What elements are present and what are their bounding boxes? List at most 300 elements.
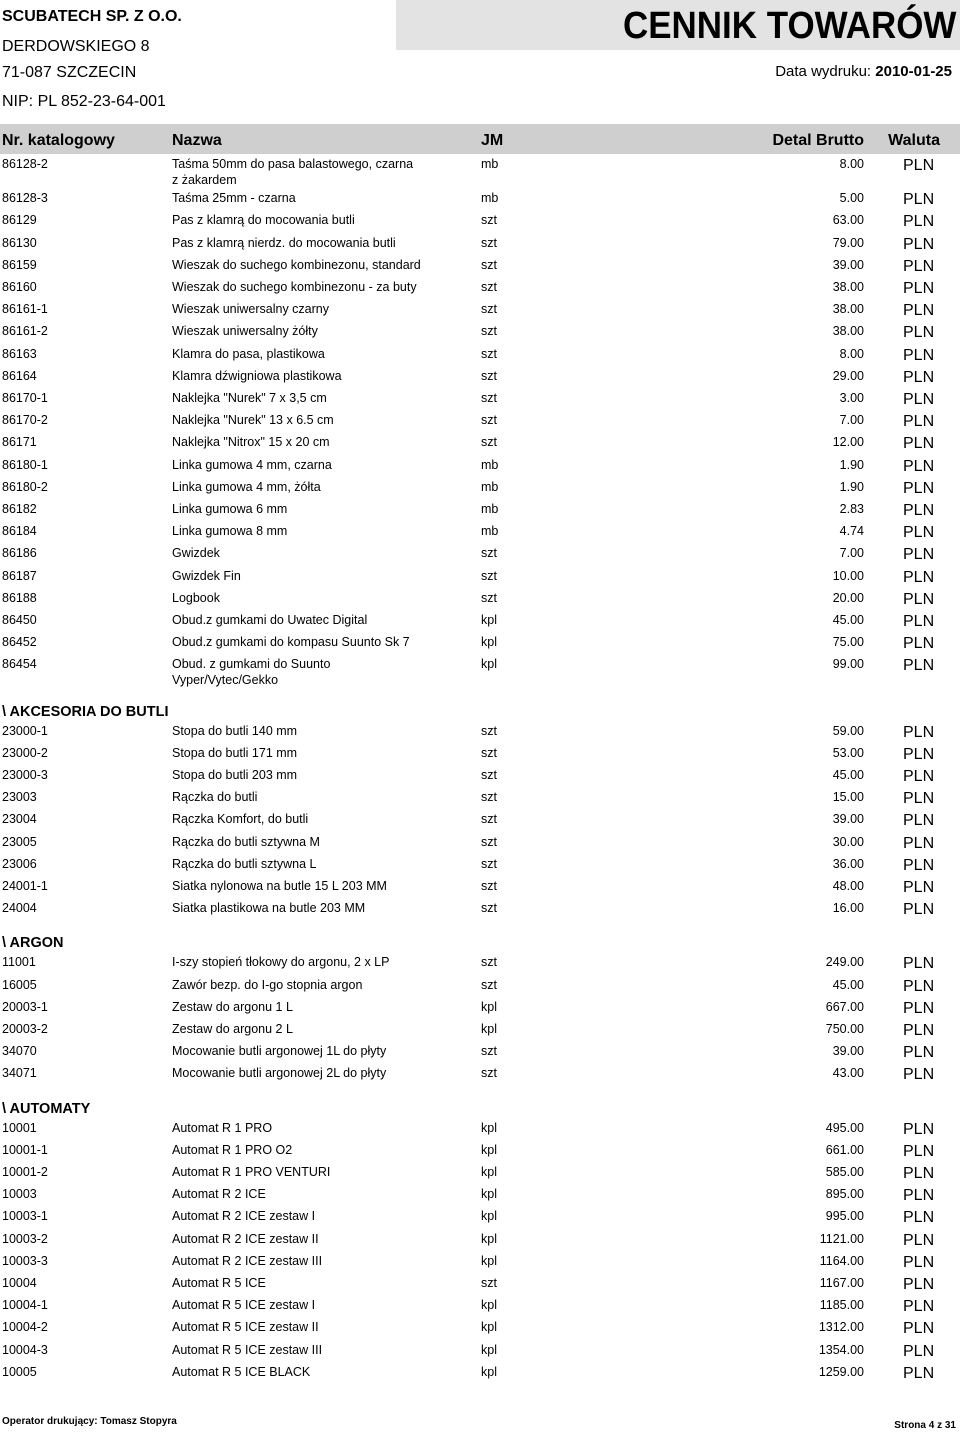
item-code: 86164 (2, 369, 37, 383)
item-name: Linka gumowa 4 mm, czarna (172, 458, 332, 472)
item-code: 86170-1 (2, 391, 48, 405)
item-currency: PLN (903, 790, 935, 807)
item-code: 10004 (2, 1276, 37, 1290)
item-code: 23003 (2, 790, 37, 804)
item-price: 29.00 (832, 369, 864, 383)
item-name: Naklejka "Nitrox" 15 x 20 cm (172, 435, 330, 449)
item-name: Automat R 2 ICE (172, 1187, 266, 1201)
table-row (0, 502, 960, 526)
item-unit: szt (481, 746, 497, 760)
item-code: 86180-1 (2, 458, 48, 472)
table-row (0, 524, 960, 548)
table-row (0, 724, 960, 748)
item-code: 20003-1 (2, 1000, 48, 1014)
table-row (0, 1000, 960, 1024)
item-unit: kpl (481, 1022, 497, 1036)
table-row (0, 435, 960, 459)
item-price: 895.00 (825, 1187, 864, 1201)
section-heading: \ AKCESORIA DO BUTLI (2, 704, 169, 720)
item-name: Automat R 5 ICE zestaw II (172, 1320, 319, 1334)
item-unit: mb (481, 157, 499, 171)
item-price: 45.00 (832, 613, 864, 627)
column-header-unit: JM (481, 132, 504, 149)
item-name: Zestaw do argonu 1 L (172, 1000, 293, 1014)
item-price: 48.00 (832, 879, 864, 893)
item-code: 34071 (2, 1066, 37, 1080)
item-price: 39.00 (832, 812, 864, 826)
item-currency: PLN (903, 879, 935, 896)
item-price: 43.00 (832, 1066, 864, 1080)
item-price: 39.00 (832, 1044, 864, 1058)
item-price: 750.00 (825, 1022, 864, 1036)
item-currency: PLN (903, 1000, 935, 1017)
item-code: 10003-1 (2, 1209, 48, 1223)
table-row (0, 657, 960, 687)
item-name: Stopa do butli 203 mm (172, 768, 298, 782)
item-unit: szt (481, 901, 497, 915)
item-price: 4.74 (839, 524, 864, 538)
item-price: 39.00 (832, 258, 864, 272)
item-name: Pas z klamrą do mocowania butli (172, 213, 355, 227)
table-row (0, 835, 960, 859)
item-currency: PLN (903, 1022, 935, 1039)
table-row (0, 569, 960, 593)
item-unit: szt (481, 1044, 497, 1058)
item-currency: PLN (903, 1066, 935, 1083)
table-row (0, 1165, 960, 1189)
item-currency: PLN (903, 480, 935, 497)
column-header-name: Nazwa (172, 132, 222, 149)
table-row (0, 302, 960, 326)
item-code: 86188 (2, 591, 37, 605)
item-name-continued: Vyper/Vytec/Gekko (172, 673, 279, 687)
table-row (0, 635, 960, 659)
item-currency: PLN (903, 1343, 935, 1360)
item-currency: PLN (903, 546, 935, 563)
item-price: 10.00 (832, 569, 864, 583)
table-row (0, 347, 960, 371)
item-currency: PLN (903, 1121, 935, 1138)
item-price: 661.00 (825, 1143, 864, 1157)
item-currency: PLN (903, 835, 935, 852)
item-name: Automat R 5 ICE BLACK (172, 1365, 311, 1379)
item-name: Siatka plastikowa na butle 203 MM (172, 901, 366, 915)
item-currency: PLN (903, 258, 935, 275)
item-currency: PLN (903, 1209, 935, 1226)
item-unit: szt (481, 724, 497, 738)
table-row (0, 1320, 960, 1344)
item-price: 1259.00 (818, 1365, 864, 1379)
item-price: 20.00 (832, 591, 864, 605)
item-name: Mocowanie butli argonowej 2L do płyty (172, 1066, 387, 1080)
table-row (0, 413, 960, 437)
item-code: 86163 (2, 347, 37, 361)
print-date-label: Data wydruku: (775, 63, 872, 80)
item-price: 2.83 (839, 502, 864, 516)
table-row (0, 1276, 960, 1300)
item-unit: mb (481, 458, 499, 472)
item-price: 36.00 (832, 857, 864, 871)
item-code: 86130 (2, 236, 37, 250)
item-unit: szt (481, 569, 497, 583)
item-unit: mb (481, 480, 499, 494)
item-currency: PLN (903, 1320, 935, 1337)
item-unit: szt (481, 591, 497, 605)
item-code: 86170-2 (2, 413, 48, 427)
item-currency: PLN (903, 812, 935, 829)
table-row (0, 480, 960, 504)
item-code: 86160 (2, 280, 37, 294)
item-price: 59.00 (832, 724, 864, 738)
item-name: Gwizdek (172, 546, 220, 560)
item-unit: szt (481, 790, 497, 804)
item-unit: szt (481, 435, 497, 449)
item-unit: kpl (481, 1121, 497, 1135)
item-currency: PLN (903, 978, 935, 995)
item-name: Zawór bezp. do I-go stopnia argon (172, 978, 363, 992)
item-name: Siatka nylonowa na butle 15 L 203 MM (172, 879, 387, 893)
print-date-value: 2010-01-25 (875, 63, 952, 80)
item-name: Wieszak uniwersalny czarny (172, 302, 329, 316)
item-code: 86452 (2, 635, 37, 649)
item-unit: mb (481, 191, 499, 205)
item-name: Naklejka "Nurek" 7 x 3,5 cm (172, 391, 327, 405)
item-name: Linka gumowa 4 mm, żółta (172, 480, 321, 494)
item-currency: PLN (903, 391, 935, 408)
item-name: Rączka do butli (172, 790, 258, 804)
item-name-continued: z żakardem (172, 173, 237, 187)
table-row (0, 391, 960, 415)
table-row (0, 157, 960, 187)
item-unit: szt (481, 978, 497, 992)
item-unit: szt (481, 413, 497, 427)
item-name: Obud. z gumkami do Suunto (172, 657, 331, 671)
item-unit: szt (481, 955, 497, 969)
item-unit: szt (481, 302, 497, 316)
item-name: Automat R 5 ICE (172, 1276, 266, 1290)
table-row (0, 369, 960, 393)
table-row (0, 591, 960, 615)
item-price: 79.00 (832, 236, 864, 250)
item-unit: szt (481, 258, 497, 272)
table-row (0, 1044, 960, 1068)
item-name: Zestaw do argonu 2 L (172, 1022, 293, 1036)
item-code: 86171 (2, 435, 37, 449)
item-code: 86128-2 (2, 157, 48, 171)
item-unit: kpl (481, 1165, 497, 1179)
table-row (0, 978, 960, 1002)
item-price: 8.00 (839, 157, 864, 171)
item-code: 10003 (2, 1187, 37, 1201)
item-name: I-szy stopień tłokowy do argonu, 2 x LP (172, 955, 390, 969)
table-row (0, 280, 960, 304)
company-city: 71-087 SZCZECIN (2, 64, 137, 81)
item-price: 99.00 (832, 657, 864, 671)
item-currency: PLN (903, 280, 935, 297)
item-code: 86454 (2, 657, 37, 671)
item-code: 86182 (2, 502, 37, 516)
item-unit: szt (481, 324, 497, 338)
item-code: 23000-1 (2, 724, 48, 738)
table-row (0, 1232, 960, 1256)
item-name: Obud.z gumkami do Uwatec Digital (172, 613, 368, 627)
item-code: 86187 (2, 569, 37, 583)
item-unit: szt (481, 879, 497, 893)
item-price: 8.00 (839, 347, 864, 361)
company-street: DERDOWSKIEGO 8 (2, 38, 150, 55)
item-unit: mb (481, 524, 499, 538)
item-unit: szt (481, 1276, 497, 1290)
item-currency: PLN (903, 1276, 935, 1293)
item-price: 1167.00 (819, 1276, 864, 1290)
table-row (0, 1298, 960, 1322)
item-unit: kpl (481, 1365, 497, 1379)
item-unit: kpl (481, 1209, 497, 1223)
item-name: Automat R 2 ICE zestaw III (172, 1254, 323, 1268)
item-currency: PLN (903, 1165, 935, 1182)
item-unit: kpl (481, 1298, 497, 1312)
table-row (0, 790, 960, 814)
item-name: Gwizdek Fin (172, 569, 241, 583)
item-name: Stopa do butli 171 mm (172, 746, 298, 760)
item-currency: PLN (903, 1187, 935, 1204)
item-name: Klamra do pasa, plastikowa (172, 347, 325, 361)
item-name: Mocowanie butli argonowej 1L do płyty (172, 1044, 387, 1058)
item-currency: PLN (903, 191, 935, 208)
item-unit: szt (481, 236, 497, 250)
item-price: 38.00 (832, 280, 864, 294)
item-code: 34070 (2, 1044, 37, 1058)
item-name: Automat R 2 ICE zestaw I (172, 1209, 316, 1223)
item-code: 10005 (2, 1365, 37, 1379)
item-currency: PLN (903, 746, 935, 763)
item-code: 10004-3 (2, 1343, 48, 1357)
item-unit: kpl (481, 1254, 497, 1268)
item-code: 10003-2 (2, 1232, 48, 1246)
item-code: 86161-1 (2, 302, 48, 316)
item-price: 1121.00 (819, 1232, 864, 1246)
item-price: 75.00 (832, 635, 864, 649)
item-name: Rączka do butli sztywna L (172, 857, 317, 871)
item-code: 10001-1 (2, 1143, 48, 1157)
table-row (0, 613, 960, 637)
item-price: 1.90 (839, 458, 864, 472)
item-code: 86129 (2, 213, 37, 227)
table-row (0, 1343, 960, 1367)
item-price: 667.00 (825, 1000, 864, 1014)
item-price: 3.00 (839, 391, 864, 405)
column-header-code: Nr. katalogowy (2, 132, 115, 149)
table-row (0, 191, 960, 215)
column-header-price: Detal Brutto (772, 132, 864, 149)
item-price: 16.00 (832, 901, 864, 915)
item-currency: PLN (903, 524, 935, 541)
item-price: 495.00 (825, 1121, 864, 1135)
company-name: SCUBATECH SP. Z O.O. (2, 8, 182, 25)
item-price: 12.00 (832, 435, 864, 449)
item-unit: kpl (481, 1143, 497, 1157)
item-unit: szt (481, 546, 497, 560)
item-price: 38.00 (832, 324, 864, 338)
table-row (0, 1254, 960, 1278)
item-unit: szt (481, 391, 497, 405)
item-unit: szt (481, 280, 497, 294)
table-row (0, 879, 960, 903)
item-currency: PLN (903, 1365, 935, 1382)
item-currency: PLN (903, 768, 935, 785)
item-price: 1164.00 (819, 1254, 864, 1268)
table-row (0, 768, 960, 792)
item-currency: PLN (903, 502, 935, 519)
item-name: Wieszak do suchego kombinezonu, standard (172, 258, 421, 272)
item-code: 10001-2 (2, 1165, 48, 1179)
item-currency: PLN (903, 1254, 935, 1271)
table-row (0, 901, 960, 925)
item-name: Klamra dźwigniowa plastikowa (172, 369, 342, 383)
item-name: Stopa do butli 140 mm (172, 724, 298, 738)
item-code: 10001 (2, 1121, 37, 1135)
footer-operator: Operator drukujący: Tomasz Stopyra (2, 1416, 177, 1427)
table-row (0, 1209, 960, 1233)
item-name: Automat R 5 ICE zestaw III (172, 1343, 323, 1357)
item-code: 86161-2 (2, 324, 48, 338)
item-code: 10003-3 (2, 1254, 48, 1268)
item-currency: PLN (903, 724, 935, 741)
item-code: 23000-2 (2, 746, 48, 760)
item-name: Pas z klamrą nierdz. do mocowania butli (172, 236, 396, 250)
item-name: Wieszak do suchego kombinezonu - za buty (172, 280, 417, 294)
item-unit: szt (481, 1066, 497, 1080)
item-name: Taśma 25mm - czarna (172, 191, 296, 205)
item-currency: PLN (903, 458, 935, 475)
item-unit: kpl (481, 1232, 497, 1246)
item-unit: kpl (481, 1343, 497, 1357)
item-unit: szt (481, 369, 497, 383)
item-price: 45.00 (832, 978, 864, 992)
column-header-currency: Waluta (888, 132, 940, 149)
item-price: 53.00 (832, 746, 864, 760)
table-row (0, 236, 960, 260)
item-currency: PLN (903, 1298, 935, 1315)
item-price: 45.00 (832, 768, 864, 782)
item-price: 1.90 (839, 480, 864, 494)
item-code: 24004 (2, 901, 37, 915)
item-unit: kpl (481, 1000, 497, 1014)
footer-page-number: Strona 4 z 31 (894, 1420, 956, 1431)
item-code: 86186 (2, 546, 37, 560)
item-code: 23005 (2, 835, 37, 849)
item-name: Automat R 1 PRO (172, 1121, 273, 1135)
item-price: 38.00 (832, 302, 864, 316)
item-currency: PLN (903, 324, 935, 341)
item-currency: PLN (903, 901, 935, 918)
item-unit: szt (481, 812, 497, 826)
item-price: 1354.00 (818, 1343, 864, 1357)
item-unit: szt (481, 835, 497, 849)
table-row (0, 458, 960, 482)
table-row (0, 213, 960, 237)
item-currency: PLN (903, 591, 935, 608)
item-currency: PLN (903, 1232, 935, 1249)
item-price: 1312.00 (818, 1320, 864, 1334)
item-unit: kpl (481, 657, 497, 671)
table-row (0, 258, 960, 282)
item-code: 20003-2 (2, 1022, 48, 1036)
table-row (0, 746, 960, 770)
item-name: Linka gumowa 6 mm (172, 502, 288, 516)
item-currency: PLN (903, 347, 935, 364)
table-row (0, 857, 960, 881)
item-price: 15.00 (832, 790, 864, 804)
item-code: 23000-3 (2, 768, 48, 782)
table-row (0, 1187, 960, 1211)
item-name: Taśma 50mm do pasa balastowego, czarna (172, 157, 414, 171)
item-price: 7.00 (839, 413, 864, 427)
table-row (0, 1066, 960, 1090)
item-name: Wieszak uniwersalny żółty (172, 324, 318, 338)
item-code: 11001 (2, 955, 36, 969)
item-price: 585.00 (825, 1165, 864, 1179)
item-unit: szt (481, 213, 497, 227)
table-row (0, 1365, 960, 1389)
item-price: 249.00 (825, 955, 864, 969)
item-currency: PLN (903, 435, 935, 452)
item-currency: PLN (903, 955, 935, 972)
item-unit: kpl (481, 635, 497, 649)
item-currency: PLN (903, 157, 935, 174)
company-nip: NIP: PL 852-23-64-001 (2, 93, 166, 110)
item-price: 5.00 (839, 191, 864, 205)
item-name: Obud.z gumkami do kompasu Suunto Sk 7 (172, 635, 410, 649)
section-heading: \ ARGON (2, 935, 64, 951)
item-code: 24001-1 (2, 879, 48, 893)
item-currency: PLN (903, 369, 935, 386)
table-row (0, 324, 960, 348)
item-unit: kpl (481, 1320, 497, 1334)
item-code: 86450 (2, 613, 37, 627)
item-currency: PLN (903, 236, 935, 253)
item-currency: PLN (903, 857, 935, 874)
document-title: CENNIK TOWARÓW (622, 5, 956, 47)
item-code: 10004-2 (2, 1320, 48, 1334)
item-name: Logbook (172, 591, 220, 605)
item-price: 30.00 (832, 835, 864, 849)
item-price: 995.00 (825, 1209, 864, 1223)
item-unit: szt (481, 768, 497, 782)
item-unit: kpl (481, 1187, 497, 1201)
item-name: Linka gumowa 8 mm (172, 524, 288, 538)
item-name: Automat R 5 ICE zestaw I (172, 1298, 316, 1312)
table-row (0, 1143, 960, 1167)
section-heading: \ AUTOMATY (2, 1101, 91, 1117)
item-code: 10004-1 (2, 1298, 48, 1312)
table-row (0, 1022, 960, 1046)
item-currency: PLN (903, 657, 935, 674)
item-unit: kpl (481, 613, 497, 627)
item-currency: PLN (903, 613, 935, 630)
item-price: 1185.00 (819, 1298, 864, 1312)
table-row (0, 812, 960, 836)
item-code: 86128-3 (2, 191, 48, 205)
item-unit: szt (481, 857, 497, 871)
item-price: 7.00 (839, 546, 864, 560)
item-currency: PLN (903, 1044, 935, 1061)
item-name: Rączka do butli sztywna M (172, 835, 320, 849)
item-name: Automat R 2 ICE zestaw II (172, 1232, 319, 1246)
table-row (0, 955, 960, 979)
table-row (0, 546, 960, 570)
item-currency: PLN (903, 1143, 935, 1160)
